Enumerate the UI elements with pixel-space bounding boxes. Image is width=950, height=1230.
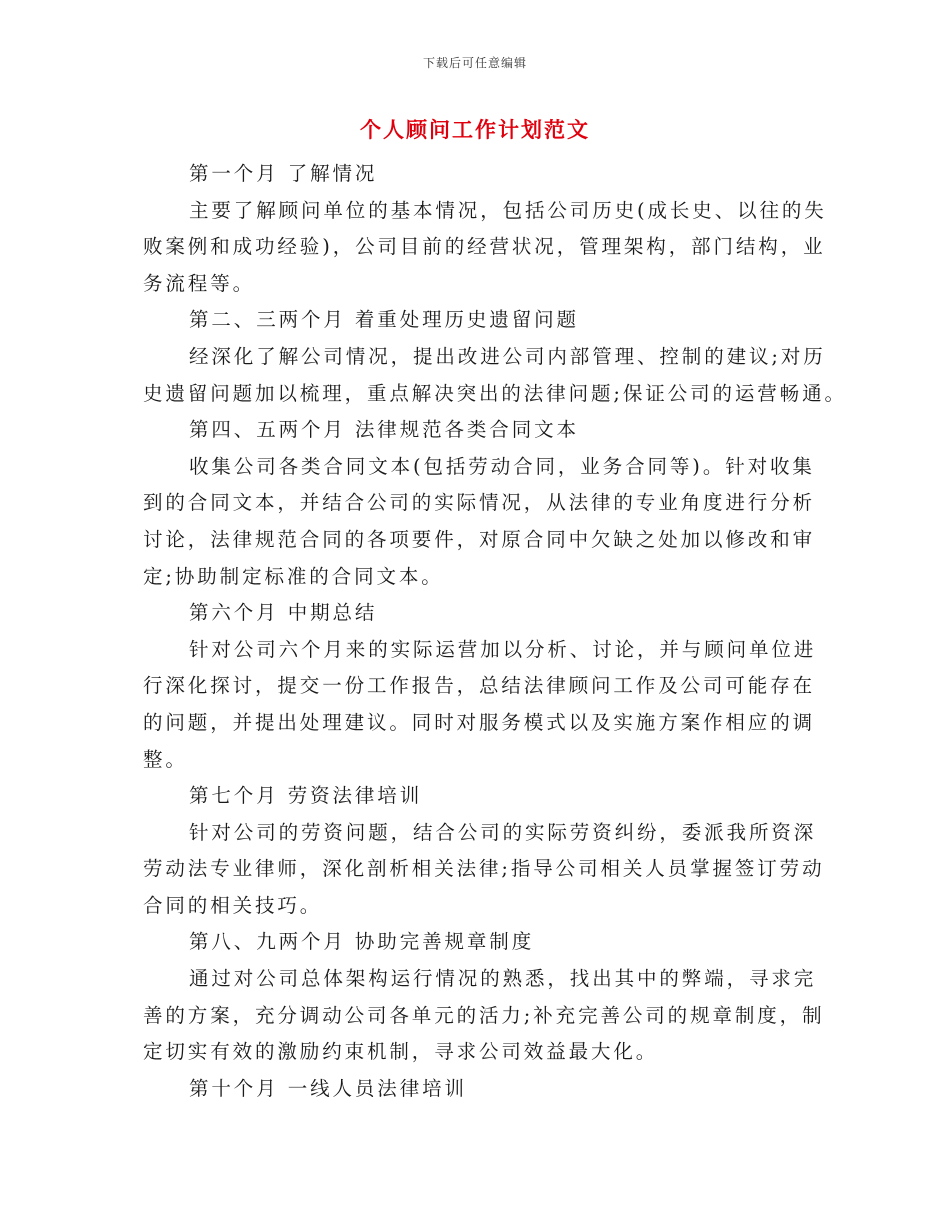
paragraph-line: 史遗留问题加以梳理，重点解决突出的法律问题;保证公司的运营畅通。 — [143, 381, 847, 405]
paragraph-line: 行深化探讨，提交一份工作报告，总结法律顾问工作及公司可能存在 — [143, 674, 816, 698]
paragraph-line: 主要了解顾问单位的基本情况，包括公司历史(成长史、以往的失 — [189, 198, 827, 222]
document-body — [143, 156, 847, 1107]
header-note: 下载后可任意编辑 — [422, 56, 527, 70]
section-heading-month-10: 第十个月 一线人员法律培训 — [189, 1076, 467, 1100]
section-heading-month-2-3: 第二、三两个月 着重处理历史遗留问题 — [189, 308, 579, 332]
paragraph-line: 合同的相关技巧。 — [143, 893, 323, 917]
paragraph-line: 定;协助制定标准的合同文本。 — [143, 564, 444, 588]
paragraph-line: 的问题，并提出处理建议。同时对服务模式以及实施方案作相应的调 — [143, 710, 816, 734]
section-heading-month-6: 第六个月 中期总结 — [189, 601, 378, 625]
paragraph-line: 整。 — [143, 747, 188, 771]
paragraph-line: 善的方案，充分调动公司各单元的活力;补充完善公司的规章制度，制 — [143, 1003, 825, 1027]
section-heading-month-8-9: 第八、九两个月 协助完善规章制度 — [189, 930, 535, 954]
paragraph-line: 针对公司六个月来的实际运营加以分析、讨论，并与顾问单位进 — [189, 637, 817, 661]
paragraph-line: 通过对公司总体架构运行情况的熟悉，找出其中的弊端，寻求完 — [189, 967, 817, 991]
paragraph-line: 务流程等。 — [143, 271, 256, 295]
section-heading-month-1: 第一个月 了解情况 — [189, 162, 378, 185]
paragraph-line: 收集公司各类合同文本(包括劳动合同，业务合同等)。针对收集 — [189, 454, 815, 478]
paragraph-line: 讨论，法律规范合同的各项要件，对原合同中欠缺之处加以修改和审 — [143, 527, 816, 551]
paragraph-line: 针对公司的劳资问题，结合公司的实际劳资纠纷，委派我所资深 — [189, 820, 817, 844]
section-heading-month-7: 第七个月 劳资法律培训 — [189, 784, 423, 808]
paragraph-line: 劳动法专业律师，深化剖析相关法律;指导公司相关人员掌握签订劳动 — [143, 857, 825, 881]
paragraph-line: 败案例和成功经验)，公司目前的经营状况，管理架构，部门结构，业 — [143, 235, 826, 259]
paragraph-line: 经深化了解公司情况，提出改进公司内部管理、控制的建议;对历 — [189, 344, 826, 368]
paragraph-line: 定切实有效的激励约束机制，寻求公司效益最大化。 — [143, 1040, 659, 1064]
document-title: 个人顾问工作计划范文 — [360, 117, 590, 142]
section-heading-month-4-5: 第四、五两个月 法律规范各类合同文本 — [189, 418, 579, 442]
paragraph-line: 到的合同文本，并结合公司的实际情况，从法律的专业角度进行分析 — [143, 491, 816, 515]
